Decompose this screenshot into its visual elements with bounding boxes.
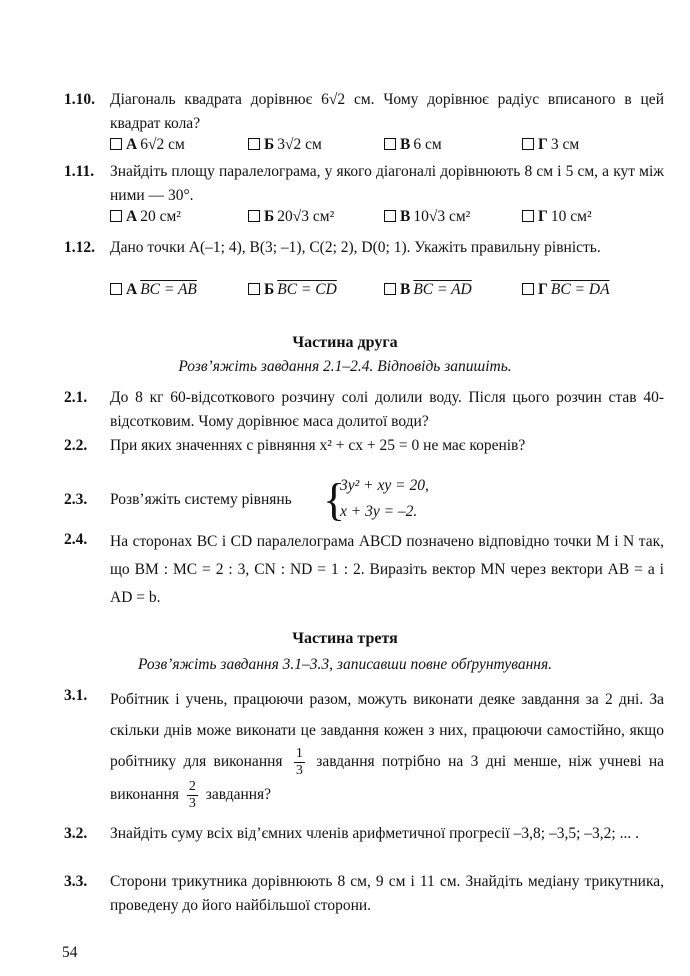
problem-text-part-1: Робітник і учень, працюючи разом, можуть виконати деяке завдання за 2 дні. За скільки днів може виконати це завдання кожен з них, працюючи самостійно, якщо робітнику для виконання [110, 691, 664, 771]
problem-text-part-2: завдання потрібно на 3 дні менше, ніж учневі на виконання [110, 753, 665, 804]
fraction-two-thirds: $\frac{2}{3}$ [188, 779, 196, 811]
checkbox-icon[interactable] [384, 210, 396, 222]
fraction-one-third: $\frac{1}{3}$ [295, 746, 303, 778]
section-title-part-2: Частина друга [292, 334, 398, 351]
checkbox-icon[interactable] [110, 210, 122, 222]
system-equation-2: x + 3y = –2. [340, 503, 418, 520]
system-brace: { [323, 474, 346, 525]
option-b[interactable]: Б 3√2 см [248, 136, 322, 154]
problem-3-2 [64, 822, 664, 846]
option-v[interactable]: В BC = AD [384, 281, 472, 299]
option-g[interactable]: Г BC = DA [522, 281, 610, 299]
checkbox-icon[interactable] [522, 138, 534, 150]
problem-text: Дано точки A(–1; 4), B(3; –1), C(2; 2), D(0; 1). Укажіть правильну рівність. [110, 239, 601, 256]
problem-2-3 [64, 476, 664, 524]
checkbox-icon[interactable] [110, 138, 122, 150]
problem-3-3 [64, 870, 664, 918]
problem-number: 1.12. [64, 239, 95, 256]
problem-text: Сторони трикутника дорівнюють 8 см, 9 см і 11 см. Знайдіть медіану трикутника, проведену до його найбільшої сторони. [110, 873, 664, 914]
option-g[interactable]: Г 3 см [522, 136, 579, 154]
problem-text-part-3: завдання? [205, 786, 272, 804]
checkbox-icon[interactable] [110, 283, 122, 295]
problem-text: До 8 кг 60-відсоткового розчину солі долили воду. Після цього розчин став 40-відсотковим. Чому дорівнює маса долитої води? [110, 389, 664, 430]
problem-number: 2.1. [64, 389, 88, 406]
checkbox-icon[interactable] [522, 210, 534, 222]
problem-text: При яких значеннях c рівняння x² + cx + 25 = 0 не має коренів? [110, 437, 526, 454]
problem-text: На сторонах BC і CD паралелограма ABCD позначено відповідно точки M і N так, що BM : MC = 2 : 3, CN : ND = 1 : 2. Виразіть вектор MN через вектори AB = a і AD = b. [110, 533, 664, 606]
problem-text: Знайдіть площу паралелограма, у якого діагоналі дорівнюють 8 см і 5 см, а кут між ними — 30°. [110, 163, 664, 204]
problem-text: Розв’яжіть систему рівнянь [110, 491, 292, 508]
section-instruction-part-2: Розв’яжіть завдання 2.1–2.4. Відповідь запишіть. [178, 358, 512, 375]
option-b[interactable]: Б 20√3 см² [248, 208, 334, 226]
page-number: 54 [62, 944, 78, 961]
section-instruction-part-3: Розв’яжіть завдання 3.1–3.3, записавши повне обґрунтування. [137, 656, 553, 673]
problem-number: 3.3. [64, 873, 88, 890]
checkbox-icon[interactable] [248, 138, 260, 150]
problem-number: 3.1. [64, 687, 88, 704]
problem-text: Діагональ квадрата дорівнює 6√2 см. Чому дорівнює радіус вписаного в цей квадрат кола? [110, 91, 664, 132]
option-g[interactable]: Г 10 см² [522, 208, 592, 226]
problem-2-2 [64, 434, 664, 458]
option-a[interactable]: А 6√2 см [110, 136, 185, 154]
problem-1-10 [64, 88, 664, 136]
problem-number: 2.4. [64, 531, 88, 548]
problem-number: 2.2. [64, 437, 88, 454]
option-a[interactable]: А BC = AB [110, 281, 197, 299]
problem-number: 3.2. [64, 825, 88, 842]
problem-text: Знайдіть суму всіх від’ємних членів арифметичної прогресії –3,8; –3,5; –3,2; ... . [110, 825, 639, 842]
problem-3-1 [64, 684, 664, 812]
option-v[interactable]: В 6 см [384, 136, 442, 154]
option-v[interactable]: В 10√3 см² [384, 208, 470, 226]
problem-number: 1.10. [64, 91, 95, 108]
problem-1-12 [64, 236, 664, 260]
system-equation-1: 3y² + xy = 20, [340, 477, 429, 494]
checkbox-icon[interactable] [248, 210, 260, 222]
checkbox-icon[interactable] [384, 283, 396, 295]
problem-1-11 [64, 160, 664, 208]
checkbox-icon[interactable] [384, 138, 396, 150]
checkbox-icon[interactable] [522, 283, 534, 295]
checkbox-icon[interactable] [248, 283, 260, 295]
section-title-part-3: Частина третя [292, 630, 398, 647]
problem-number: 1.11. [64, 163, 95, 180]
option-b[interactable]: Б BC = CD [248, 281, 337, 299]
problem-2-4 [64, 528, 664, 612]
option-a[interactable]: А 20 см² [110, 208, 181, 226]
problem-2-1 [64, 386, 664, 434]
problem-number: 2.3. [64, 491, 88, 508]
